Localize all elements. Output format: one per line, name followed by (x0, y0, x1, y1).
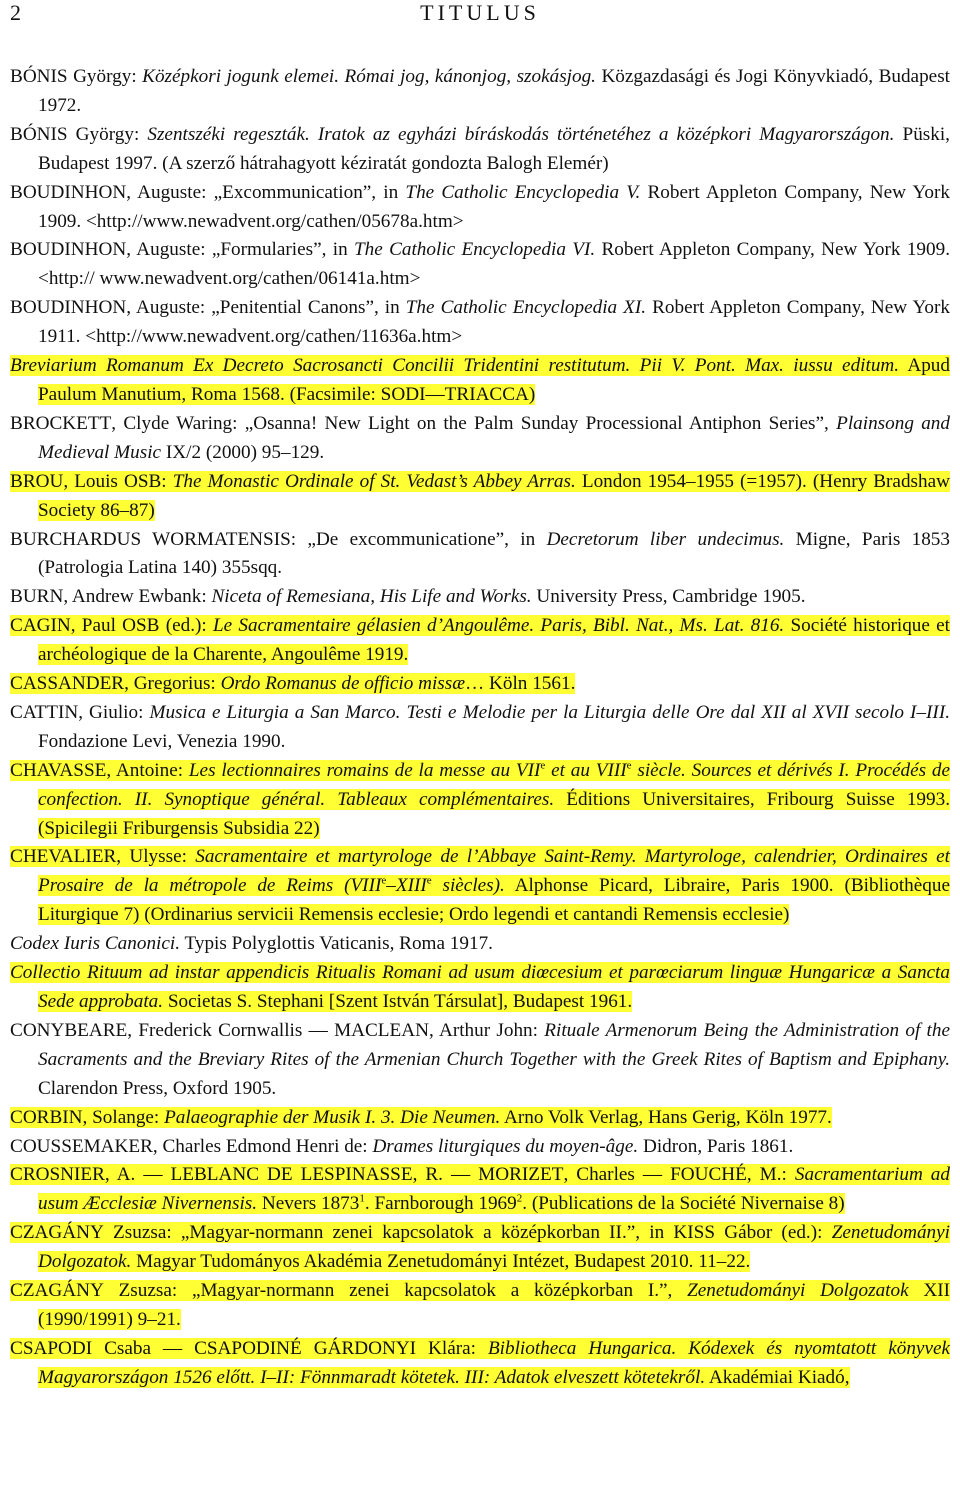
bibliography-entry (10, 1133, 950, 1162)
title-text: Ordo Romanus de officio missæ (220, 673, 466, 695)
entry-segment: e (626, 759, 632, 772)
entry-segment: 1 (359, 1192, 365, 1205)
author-name: ACLEAN (351, 1019, 429, 1041)
entry-segment: B (10, 239, 23, 261)
bibliography-entry (10, 410, 950, 468)
entry-segment: —T (425, 383, 457, 405)
title-text: Drames liturgiques du moyen-âge. (372, 1135, 639, 1157)
entry-segment: Nevers 1873 (257, 1193, 360, 1215)
entry-segment: , Frederick Cornwallis — M (127, 1019, 352, 1041)
entry-segment: B (10, 586, 23, 608)
author-name: HEVALIER (22, 846, 117, 868)
entry-segment: Robert Appleton Company, New York 1909. <http://www.newadvent.org/cathen/05678a.htm> (38, 181, 950, 232)
entry-segment: Robert Appleton Company, New York 1911. <http://www.newadvent.org/cathen/11636a.htm> (38, 297, 950, 348)
entry-segment: Clarendon Press, Oxford 1905. (38, 1077, 277, 1099)
bibliography-entry (10, 1277, 950, 1335)
bibliography-entry (10, 121, 950, 179)
entry-text (10, 239, 950, 289)
bibliography-entry (10, 583, 950, 612)
bibliography-list (10, 63, 950, 1393)
entry-segment: Fondazione Levi, Venezia 1990. (38, 730, 286, 752)
title-text: siècle. Sources et dérivés I. Procédés de confection. II. Synoptique général. Tableaux complémentaires. (38, 759, 950, 810)
author-name: ORIZET (495, 1164, 564, 1186)
bibliography-entry (10, 959, 950, 1017)
highlighted-text (10, 1338, 950, 1388)
entry-segment: Zsuzsa: „Magyar-normann zenei kapcsolatok a középkorban II.”, in K (103, 1222, 688, 1244)
entry-segment: , Charles — F (563, 1164, 681, 1186)
title-text: Breviarium Romanum Ex Decreto Sacrosancti Concilii Tridentini restitutum. Pii V. Pont. Max. iussu editum. (10, 355, 900, 377)
entry-segment: Magyar Tudományos Akadémia Zenetudományi Intézet, Budapest 2010. 11–22. (131, 1251, 751, 1273)
entry-segment: . Farnborough 1969 (364, 1193, 517, 1215)
author-name: ÁRDONYI (327, 1337, 417, 1359)
entry-segment: B (10, 181, 23, 203)
title-text: Sacramentaire et martyrologe de l’Abbaye Saint-Remy. Martyrologe, calendrier, Ordinaires et Prosaire de la métropole de Reims (VIII (38, 846, 950, 897)
author-name: ESPINASSE (312, 1164, 413, 1186)
entry-segment: , Clyde Waring: „Osanna! New Light on the Palm Sunday Processional Antiphon Series”, (111, 412, 837, 434)
author-name: ATTIN (22, 701, 79, 723)
entry-segment: B (10, 412, 23, 434)
highlighted-text (10, 760, 950, 839)
entry-segment: György: (67, 123, 148, 145)
bibliography-entry (10, 352, 950, 410)
highlighted-text (10, 673, 575, 694)
author-name: ÓNIS (22, 123, 68, 145)
title-text: Sacramentarium ad usum Æcclesiæ Nivernensis. (38, 1164, 950, 1215)
title-text: Zenetudományi Dolgozatok (687, 1280, 909, 1302)
author-name: RIACCA (456, 383, 529, 405)
bibliography-entry (10, 930, 950, 959)
bibliography-entry (10, 1335, 950, 1393)
page-number: 2 (10, 0, 21, 25)
bibliography-entry (10, 179, 950, 237)
author-name: OUDINHON (22, 181, 127, 203)
entry-segment: Akadémiai Kiadó, (705, 1366, 850, 1388)
bibliography-entry (10, 1161, 950, 1219)
author-name: ZAGÁNY (22, 1280, 104, 1302)
bibliography-entry (10, 670, 950, 699)
entry-segment: : „De excommunicatione”, in (290, 528, 547, 550)
entry-segment: , Louis OSB: (63, 470, 173, 492)
entry-segment: , Solange: (82, 1106, 165, 1128)
entry-segment: London 1954–1955 (=1957). (Henry Bradshaw Society 86–87) (38, 470, 950, 521)
entry-segment: Éditions Universitaires, Fribourg Suisse 1993. (Spicilegii Friburgensis Subsidia 22) (38, 788, 950, 839)
entry-text (10, 702, 950, 752)
entry-segment: XII (1990/1991) 9–21. (38, 1280, 950, 1330)
entry-text (10, 933, 493, 954)
entry-text (10, 182, 950, 232)
entry-segment: Csaba — C (92, 1337, 207, 1359)
bibliography-entry (10, 699, 950, 757)
entry-segment: , M.: (746, 1164, 795, 1186)
author-name: EBLANC DE (182, 1164, 293, 1186)
author-name: ROU (22, 470, 64, 492)
entry-segment: B (10, 528, 23, 550)
title-text: The Catholic Encyclopedia VI. (353, 239, 596, 261)
bibliography-entry (10, 294, 950, 352)
entry-segment: B (10, 470, 23, 492)
author-name: ODI (391, 383, 426, 405)
entry-text (10, 66, 950, 116)
author-name: SAPODI (22, 1337, 93, 1359)
entry-segment: IX/2 (2000) 95–129. (161, 441, 325, 463)
entry-segment: Migne, Paris 1853 (Patrologia Latina 140) 355sqq. (38, 528, 950, 579)
entry-segment: , R. — M (412, 1164, 496, 1186)
entry-segment: Gábor (ed.): (715, 1222, 832, 1244)
author-name: ORMATENSIS (170, 528, 291, 550)
entry-segment: C (10, 1280, 23, 1302)
title-text: Plainsong and Medieval Music (38, 412, 950, 463)
author-name: HAVASSE (22, 759, 107, 781)
title-text: Collectio Rituum ad instar appendicis Ritualis Romani ad usum diœcesium et parœciarum linguæ Hungaricæ a Sancta Sede approbata. (10, 962, 950, 1012)
entry-segment: Société historique et archéologique de la Charente, Angoulême 1919. (38, 615, 950, 666)
highlighted-text (10, 1107, 832, 1128)
highlighted-text (10, 1280, 950, 1330)
author-name: OUSSEMAKER (22, 1135, 153, 1157)
entry-segment: Közgazdasági és Jogi Könyvkiadó, Budapest 1972. (38, 66, 950, 116)
entry-segment: , Arthur John: (428, 1019, 545, 1041)
author-name: URCHARDUS (22, 528, 142, 550)
highlighted-text (10, 962, 950, 1012)
entry-segment: C (10, 1135, 23, 1157)
author-name: ÓNIS (22, 66, 68, 87)
title-text: Niceta of Remesiana, His Life and Works. (211, 586, 532, 608)
author-name: ORBIN (22, 1106, 83, 1128)
title-text: Zenetudományi Dolgozatok. (38, 1222, 950, 1273)
author-name: ISS (687, 1222, 716, 1244)
entry-segment: Klára: (416, 1337, 488, 1359)
entry-segment: C (10, 1106, 23, 1128)
entry-segment: Zsuzsa: „Magyar-normann zenei kapcsolatok a középkorban I.”, (103, 1280, 688, 1302)
entry-segment: C (10, 1164, 23, 1186)
page-header (0, 0, 960, 30)
entry-segment: , Andrew Ewbank: (63, 586, 212, 608)
author-name: ZAGÁNY (22, 1222, 104, 1244)
entry-text (10, 586, 806, 607)
bibliography-entry (10, 612, 950, 670)
entry-segment: C (10, 759, 23, 781)
title-text: siècles). (431, 875, 505, 897)
title-text: Rituale Armenorum Being the Administration of the Sacraments and the Breviary Rites of the Armenian Church Together with the Greek Rites of Baptism and Epiphany. (38, 1019, 950, 1070)
entry-segment: C (10, 1222, 23, 1244)
entry-segment: . (Publications de la Société Nivernaise 8) (522, 1193, 845, 1215)
entry-segment: L (292, 1164, 313, 1186)
bibliography-entry (10, 843, 950, 930)
bibliography-entry (10, 757, 950, 844)
author-name: OUDINHON (22, 297, 127, 319)
title-text: Codex Iuris Canonici. (10, 933, 181, 955)
title-text: Le Sacramentaire gélasien d’Angoulême. Paris, Bibl. Nat., Ms. Lat. 816. (212, 615, 785, 637)
entry-segment: C (10, 1019, 23, 1041)
author-name: ASSANDER (22, 673, 125, 695)
entry-segment: , Giulio: (78, 701, 150, 723)
entry-text (10, 1136, 793, 1157)
author-name: ONYBEARE (22, 1019, 128, 1041)
highlighted-text (10, 615, 950, 665)
bibliography-entry (10, 1017, 950, 1104)
entry-text (10, 297, 950, 347)
entry-segment: , A. — L (104, 1164, 183, 1186)
entry-segment: Didron, Paris 1861. (638, 1135, 794, 1157)
title-text: The Monastic Ordinale of St. Vedast’s Abbey Arras. (172, 470, 576, 492)
entry-text (10, 124, 950, 174)
entry-segment: e (426, 874, 432, 887)
entry-segment: Püski, Budapest 1997. (A szerző hátrahagyott kéziratát gondozta Balogh Elemér) (38, 123, 950, 174)
entry-segment: C (10, 701, 23, 723)
entry-segment: B (10, 123, 23, 145)
author-name: OUCHÉ (680, 1164, 747, 1186)
entry-segment: B (10, 66, 23, 87)
bibliography-entry (10, 236, 950, 294)
entry-segment: Arno Volk Verlag, Hans Gerig, Köln 1977. (500, 1106, 832, 1128)
entry-segment: W (141, 528, 171, 550)
author-name: URN (22, 586, 64, 608)
entry-segment: , Antoine: (106, 759, 189, 781)
entry-segment: ) (528, 383, 536, 405)
entry-text (10, 1020, 950, 1099)
entry-segment: , Auguste: „Formularies”, in (126, 239, 354, 261)
entry-segment: Apud Paulum Manutium, Roma 1568. (Facsimile: S (38, 355, 950, 405)
title-text: Középkori jogunk elemei. Római jog, kánonjog, szokásjog. (142, 66, 596, 87)
highlighted-text (10, 846, 950, 925)
entry-segment: C (10, 615, 23, 637)
entry-segment: University Press, Cambridge 1905. (531, 586, 806, 608)
entry-segment: e (540, 759, 546, 772)
bibliography-entry (10, 1104, 950, 1133)
title-text: Musica e Liturgia a San Marco. Testi e Melodie per la Liturgia delle Ore dal XII al XVII secolo I–III. (149, 701, 951, 723)
entry-segment: , Ulysse: (116, 846, 196, 868)
entry-text (10, 413, 950, 463)
entry-segment: 2 (516, 1192, 523, 1205)
entry-segment: B (10, 297, 23, 319)
title-text: The Catholic Encyclopedia XI. (405, 297, 647, 319)
entry-segment: C (10, 673, 23, 695)
entry-segment: Typis Polyglottis Vaticanis, Roma 1917. (180, 933, 493, 955)
highlighted-text (10, 1222, 950, 1272)
entry-segment: , Auguste: „Excommunication”, in (126, 181, 406, 203)
entry-segment: C (10, 1337, 23, 1359)
bibliography-entry (10, 526, 950, 584)
title-text: The Catholic Encyclopedia V. (405, 181, 641, 203)
bibliography-entry (10, 1219, 950, 1277)
entry-text (10, 529, 950, 579)
title-text: –XIII (386, 875, 427, 897)
entry-segment: , Auguste: „Penitential Canons”, in (126, 297, 406, 319)
title-text: Les lectionnaires romains de la messe au VII (188, 759, 541, 781)
title-text: Palaeographie der Musik I. 3. Die Neumen. (164, 1106, 501, 1128)
bibliography-entry (10, 468, 950, 526)
entry-segment: Alphonse Picard, Libraire, Paris 1900. (Bibliothèque Liturgique 7) (Ordinarius servicii Remensis ecclesie; Ordo legendi et cantandi Remensis ecclesie) (38, 875, 950, 926)
title-text: et au VIII (545, 759, 627, 781)
author-name: AGIN (22, 615, 71, 637)
entry-segment: , Charles Edmond Henri de: (152, 1135, 373, 1157)
highlighted-text (10, 1164, 950, 1214)
entry-segment: e (381, 874, 387, 887)
entry-segment: Societas S. Stephani [Szent István Társulat], Budapest 1961. (163, 991, 633, 1012)
highlighted-text (10, 355, 950, 405)
bibliography-entry (10, 63, 950, 121)
entry-segment: C (10, 846, 23, 868)
entry-segment: … Köln 1561. (465, 673, 576, 695)
author-name: SAPODINÉ (206, 1337, 302, 1359)
entry-segment: G (301, 1337, 328, 1359)
highlighted-text (10, 471, 950, 521)
title-text: Bibliotheca Hungarica. Kódexek és nyomtatott könyvek Magyarországon 1526 előtt. I–II: Fönnmaradt kötetek. III: Adatok elveszett kötetekről. (38, 1337, 950, 1388)
author-name: OUDINHON (22, 239, 127, 261)
entry-segment: , Paul OSB (ed.): (70, 615, 213, 637)
running-title: TITULUS (420, 0, 540, 25)
author-name: ROSNIER (22, 1164, 105, 1186)
entry-segment: György: (67, 66, 143, 87)
author-name: ROCKETT (22, 412, 112, 434)
entry-segment: Robert Appleton Company, New York 1909. <http:// www.newadvent.org/cathen/06141a.htm> (38, 239, 950, 290)
entry-segment: , Gregorius: (124, 673, 221, 695)
title-text: Decretorum liber undecimus. (546, 528, 785, 550)
title-text: Szentszéki regeszták. Iratok az egyházi bíráskodás történetéhez a középkori Magyarországon. (147, 123, 895, 145)
